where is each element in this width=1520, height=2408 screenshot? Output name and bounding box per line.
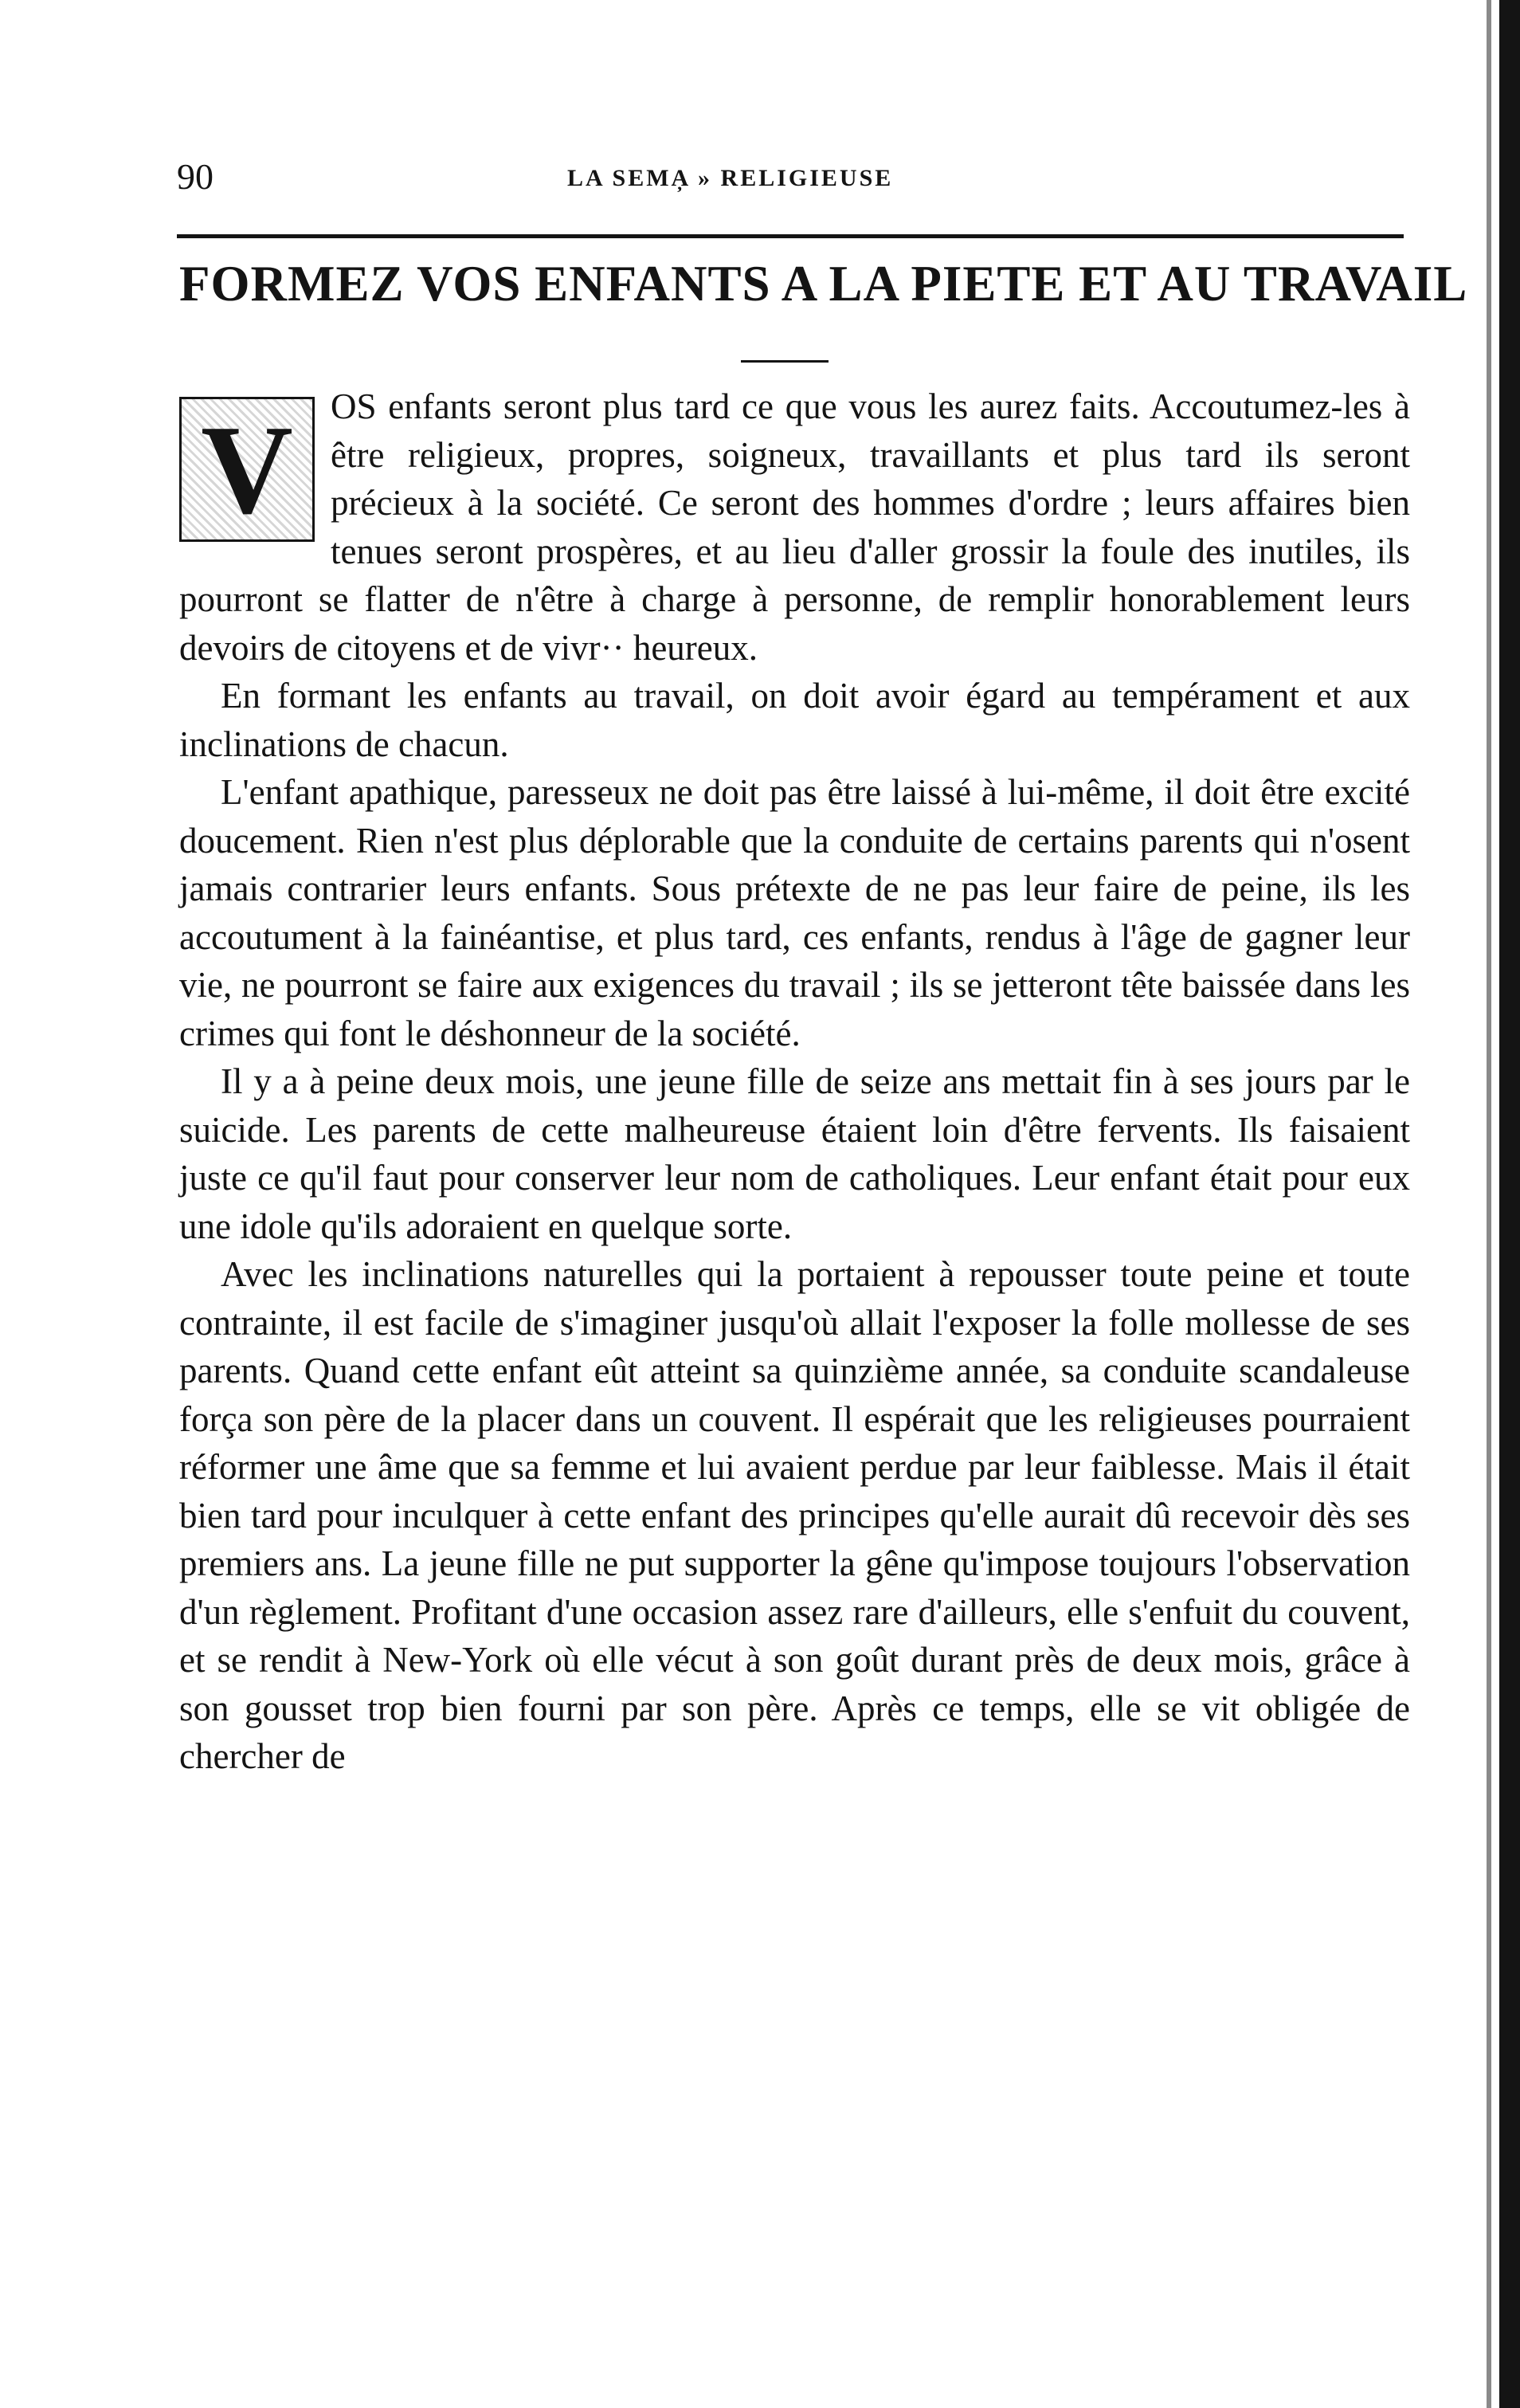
paragraph-4: Il y a à peine deux mois, une jeune fille de seize ans mettait fin à ses jours par le suicide. Les parents de cette malheureuse étaient loin d'être fervents. Ils faisaient juste ce qu'il faut pour conserver leur nom de catholiques. Leur enfant était pour eux une idole qu'ils adoraient en quelque sorte. [179, 1061, 1410, 1246]
page-edge [1499, 0, 1520, 2408]
paragraph-5: Avec les inclinations naturelles qui la portaient à repousser toute peine et toute contrainte, il est facile de s'imaginer jusqu'où allait l'exposer la folle mollesse de ses parents. Quand cette enfant eût atteint sa quinzième année, sa conduite scandaleuse força son père de la placer dans un couvent. Il espérait que les religieuses pourraient réformer une âme que sa femme et lui avaient perdue par leur faiblesse. Mais il était bien tard pour inculquer à cette enfant des principes qu'elle aurait dû recevoir dès ses premiers ans. La jeune fille ne put supporter la gêne qu'impose toujours l'observation d'un règlement. Profitant d'une occasion assez rare d'ailleurs, elle s'enfuit du couvent, et se rendit à New-York où elle vécut à son goût durant près de deux mois, grâce à son gousset trop bien fourni par son père. Après ce temps, elle se vit obligée de chercher de [179, 1254, 1410, 1776]
header-rule [177, 234, 1404, 238]
paragraph-1-text: OS enfants seront plus tard ce que vous les aurez faits. Accoutumez-les à être religieux, propres, soigneux, travaillants et plus tard ils seront précieux à la société. Ce seront des hommes d'ordre ; leurs affaires bien tenues seront prospères, et au lieu d'aller grossir la foule des inutiles, ils pourront se flatter de n'être à charge à personne, de remplir honorablement leurs devoirs de citoyens et de vivr·· heureux. [179, 386, 1410, 668]
page-edge-shadow [1487, 0, 1491, 2408]
paragraph-3: L'enfant apathique, paresseux ne doit pas être laissé à lui-même, il doit être excité doucement. Rien n'est plus déplorable que la conduite de certains parents qui n'osent jamais contrarier leurs enfants. Sous prétexte de ne pas leur faire de peine, ils les accoutument à la fainéantise, et plus tard, ces enfants, rendus à l'âge de gagner leur vie, ne pourront se faire aux exigences du travail ; ils se jetteront tête baissée dans les crimes qui font le déshonneur de la société. [179, 772, 1410, 1053]
title-separator [741, 360, 829, 363]
drop-cap: V [179, 397, 315, 542]
running-head: LA SEMA̦ » RELIGIEUSE [567, 165, 894, 191]
article-title: FORMEZ VOS ENFANTS A LA PIETE ET AU TRAVAIL [179, 256, 1468, 312]
page-number: 90 [177, 156, 214, 197]
paragraph-2: En formant les enfants au travail, on doit avoir égard au tempérament et aux inclinations de chacun. [179, 676, 1410, 764]
paragraph-1 [179, 382, 1410, 672]
article-body [179, 382, 1410, 1781]
page-header [177, 155, 1404, 203]
